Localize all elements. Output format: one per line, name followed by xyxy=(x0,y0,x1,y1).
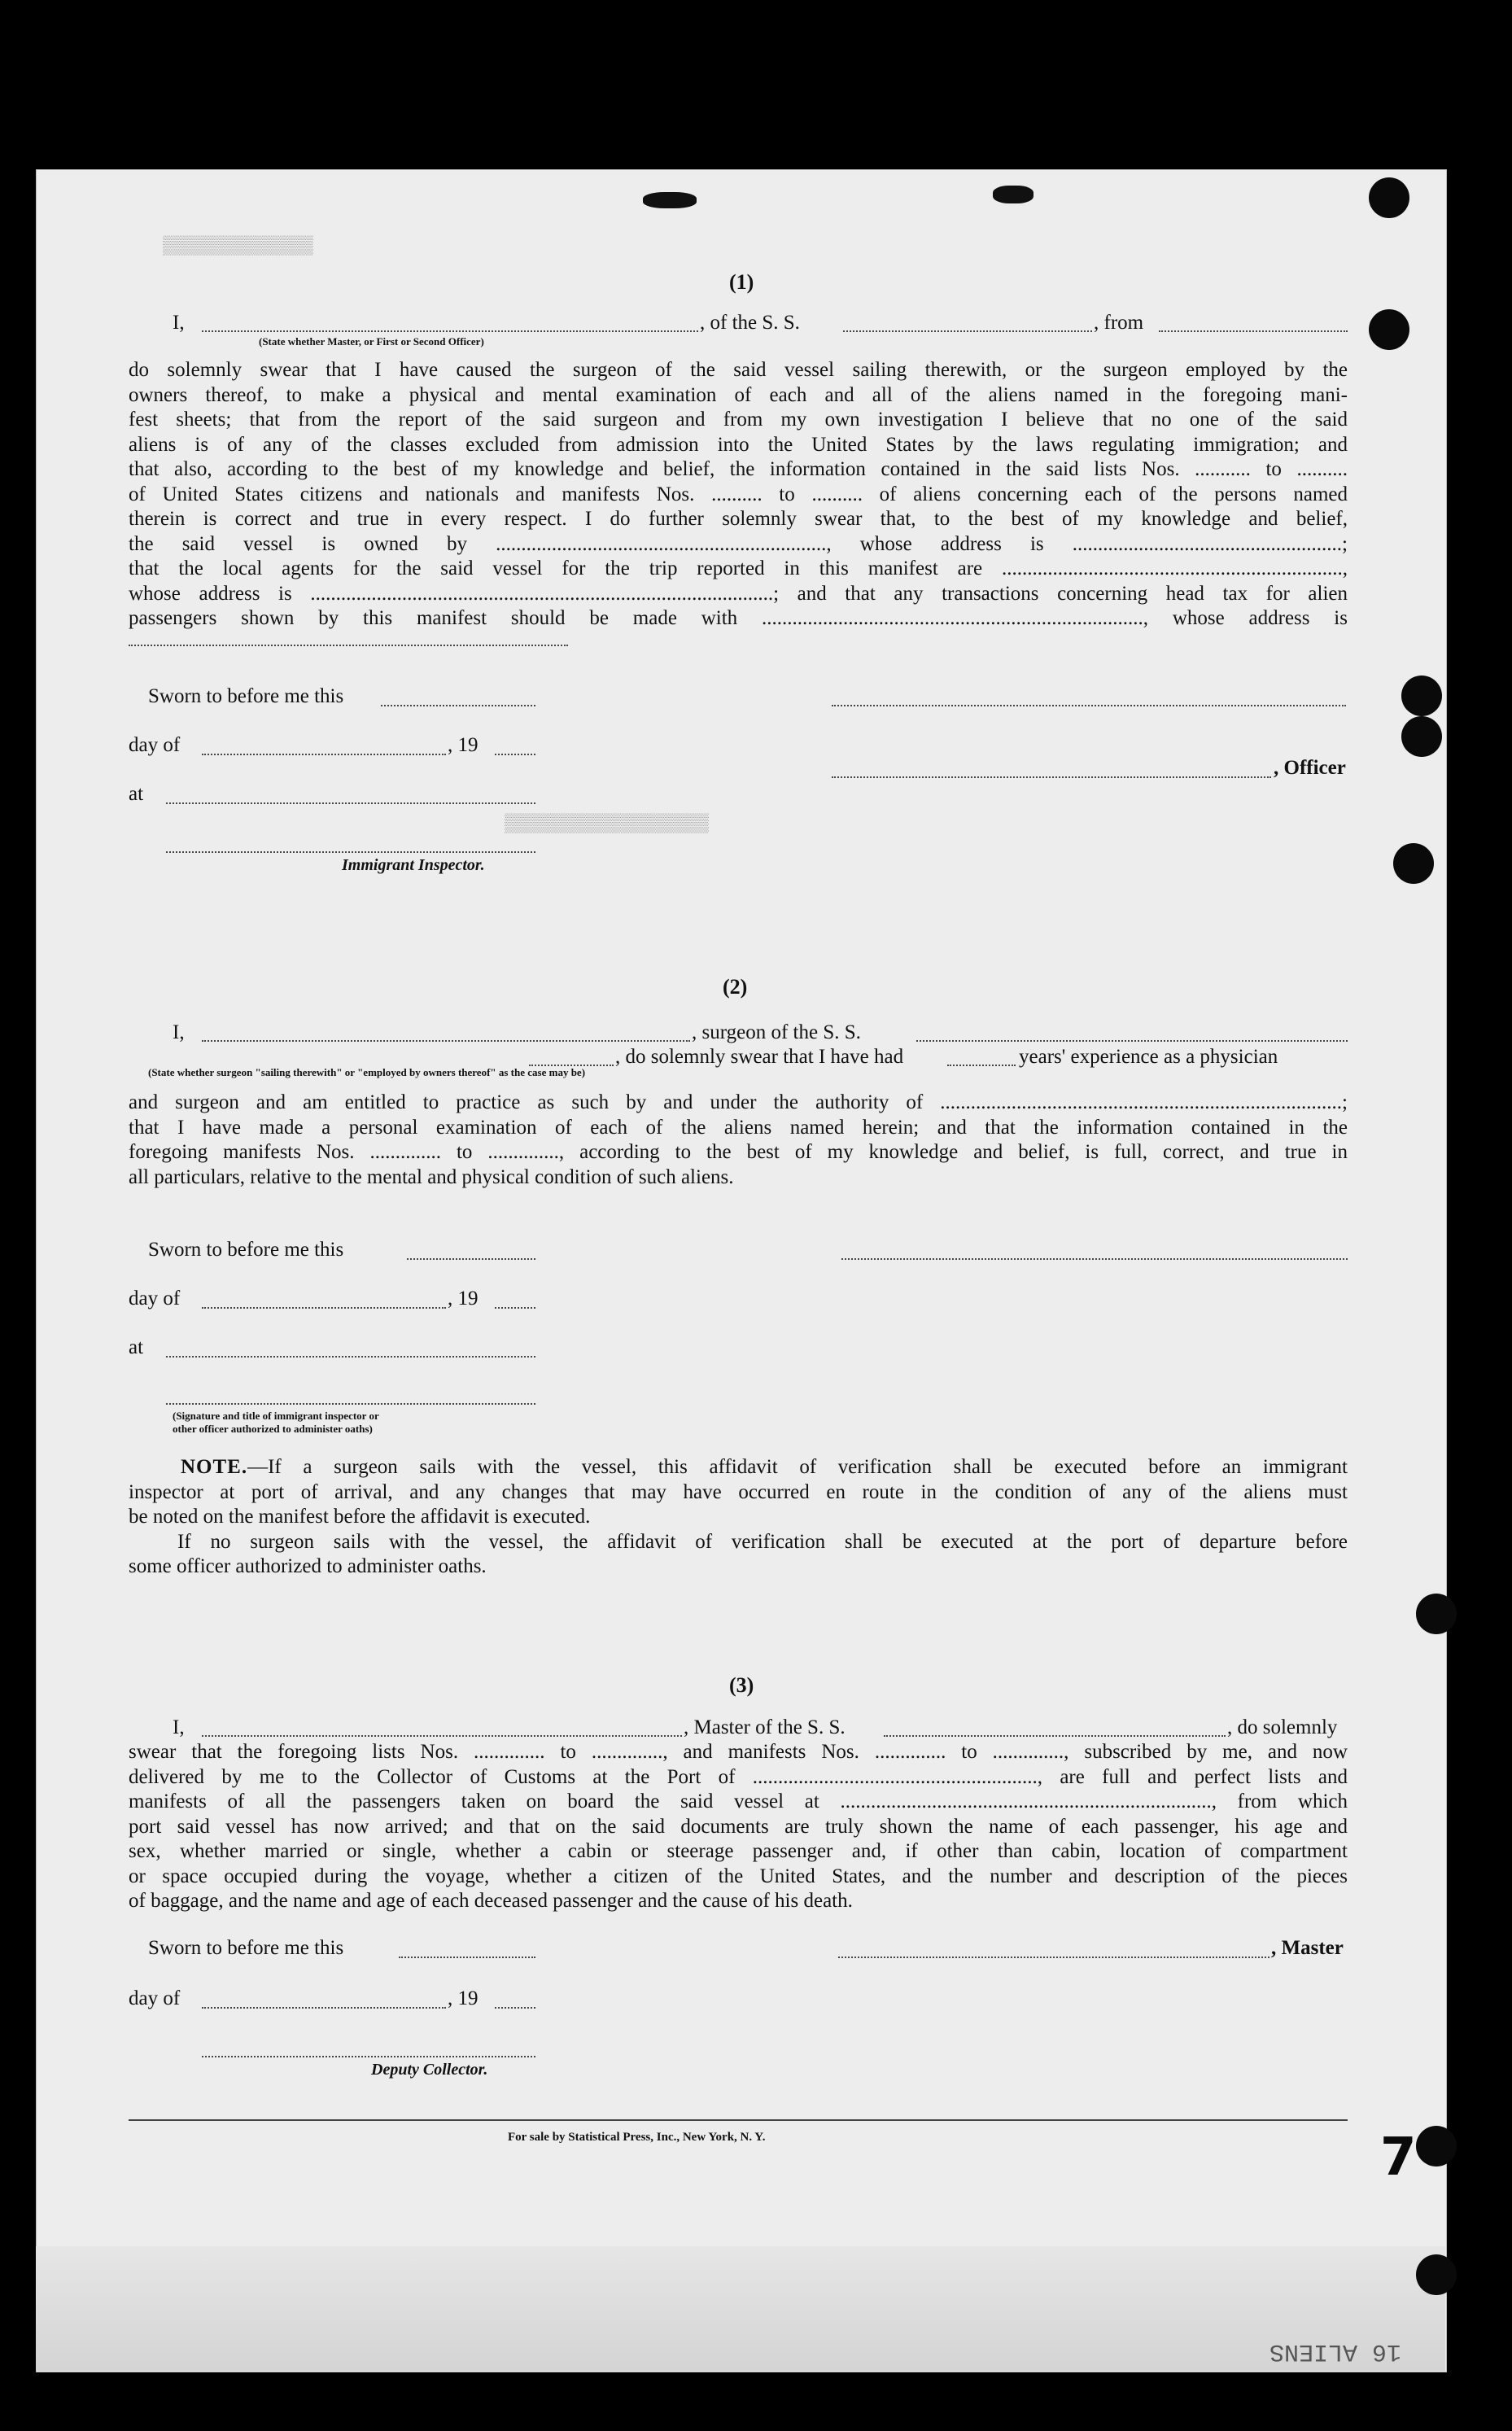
s3-day-label: day of xyxy=(129,1987,181,2009)
s1-year-line[interactable] xyxy=(495,752,535,755)
s3-master-sig-line[interactable] xyxy=(838,1955,1269,1958)
bleed-through-text: ▒▒▒▒▒▒▒▒▒▒▒▒▒▒ xyxy=(163,236,313,256)
s2-sig-caption-1: (Signature and title of immigrant inspector or xyxy=(173,1410,379,1422)
s1-i-label: I, xyxy=(173,312,185,334)
s3-body-line: manifests of all the passengers taken on board the said vessel at ........................................................................., from which xyxy=(129,1790,1348,1812)
s1-officer-sig-line-1[interactable] xyxy=(832,703,1346,706)
bleed-through-text: ▒▒▒▒▒▒▒▒▒▒▒▒▒▒▒▒▒▒▒ xyxy=(505,814,709,834)
s1-body-line: that also, according to the best of my knowledge and belief, the information contained in the said lists Nos. ........... to .......... xyxy=(129,458,1348,480)
s2-i-label: I, xyxy=(173,1021,185,1043)
s2-inspector-sig-line[interactable] xyxy=(166,1401,535,1405)
s1-body xyxy=(129,358,1348,632)
s1-body-line: aliens is of any of the classes excluded from admission into the United States by the laws regulating immigration; and xyxy=(129,433,1348,456)
s1-inspector-sig-line[interactable] xyxy=(166,850,535,853)
folded-edge xyxy=(36,2246,1445,2371)
s3-master-sig-label: , Master xyxy=(1271,1937,1344,1959)
footer-rule xyxy=(129,2119,1348,2121)
s3-sworn-line[interactable] xyxy=(399,1955,535,1958)
s1-body-line: owners thereof, to make a physical and mental examination of each and all of the aliens named in the foregoing mani- xyxy=(129,383,1348,406)
s2-day-line[interactable] xyxy=(202,1305,446,1309)
s3-year-label: , 19 xyxy=(448,1987,479,2009)
s3-i-label: I, xyxy=(173,1716,185,1738)
s3-collector-caption: Deputy Collector. xyxy=(371,2061,488,2079)
s1-sworn-line[interactable] xyxy=(381,703,535,706)
s2-at-line[interactable] xyxy=(166,1354,535,1358)
s2-body-line: and surgeon and am entitled to practice as such by and under the authority of ...............................................................................; xyxy=(129,1091,1348,1113)
s1-inspector-caption: Immigrant Inspector. xyxy=(342,856,485,874)
s2-surgeon-sig-line[interactable] xyxy=(841,1257,1348,1260)
s2-body xyxy=(129,1091,1348,1190)
s1-caption: (State whether Master, or First or Second Officer) xyxy=(259,335,484,348)
s1-body-line: whose address is ...........................................................................................; and that any transactions concerning head tax for alien xyxy=(129,582,1348,605)
s3-body-line: delivered by me to the Collector of Customs at the Port of ........................................................, are full and perfect lists and xyxy=(129,1765,1348,1788)
punch-hole xyxy=(1401,716,1442,757)
note-label: NOTE. xyxy=(181,1456,248,1478)
s2-day-label: day of xyxy=(129,1288,181,1310)
s3-collector-sig-line[interactable] xyxy=(202,2054,535,2057)
s1-name-line[interactable] xyxy=(202,329,698,332)
s2-swear-line[interactable] xyxy=(529,1063,614,1066)
s3-swear-label: , do solemnly xyxy=(1227,1716,1338,1738)
s1-body-line: passengers shown by this manifest should be made with ..........................................................................., whose address is xyxy=(129,607,1348,629)
s1-sworn-label: Sworn to before me this xyxy=(148,685,344,707)
ink-blot xyxy=(993,186,1033,203)
s3-name-line[interactable] xyxy=(202,1734,682,1737)
corner-handwritten-mark: 7 xyxy=(1380,2127,1417,2188)
s2-body-line: that I have made a personal examination of each of the aliens named herein; and that the information contained in the xyxy=(129,1116,1348,1139)
s2-note2-line: If no surgeon sails with the vessel, the affidavit of verification shall be executed at the port of departure before xyxy=(177,1530,1348,1553)
s2-body-line: all particulars, relative to the mental and physical condition of such aliens. xyxy=(129,1165,734,1188)
s2-note-line: be noted on the manifest before the affidavit is executed. xyxy=(129,1506,591,1528)
s1-from-line[interactable] xyxy=(1159,329,1348,332)
s2-caption: (State whether surgeon "sailing therewith" or "employed by owners thereof" as the case may be) xyxy=(148,1066,586,1078)
s3-body-line: swear that the foregoing lists Nos. .............. to .............., and manifests Nos. .............. to .............., subscribed by me, and now xyxy=(129,1741,1348,1763)
s3-body-line: or space occupied during the voyage, whether a citizen of the United States, and the number and description of the pieces xyxy=(129,1865,1348,1887)
s1-at-line[interactable] xyxy=(166,801,535,804)
punch-hole xyxy=(1369,177,1409,218)
s1-officer-sig-line-2[interactable] xyxy=(832,775,1271,778)
punch-hole xyxy=(1401,676,1442,716)
section-1-number: (1) xyxy=(729,270,754,294)
note-text: —If a surgeon sails with the vessel, this affidavit of verification shall be executed before an immigrant xyxy=(247,1456,1348,1478)
s1-body-line: that the local agents for the said vessel for the trip reported in this manifest are ..................................................................., xyxy=(129,557,1348,579)
s1-officer-label: , Officer xyxy=(1274,757,1346,779)
s2-year-line[interactable] xyxy=(495,1305,535,1309)
punch-hole xyxy=(1416,2126,1457,2166)
s1-day-line[interactable] xyxy=(202,752,446,755)
s2-ship-line[interactable] xyxy=(916,1038,1348,1042)
s1-body-line: do solemnly swear that I have caused the surgeon of the said vessel sailing therewith, or the surgeon employed by the xyxy=(129,359,1348,381)
s1-at-label: at xyxy=(129,783,144,805)
s2-surgeon-label: , surgeon of the S. S. xyxy=(692,1021,861,1043)
ink-blot xyxy=(643,192,697,208)
s1-of-ss-label: , of the S. S. xyxy=(700,312,800,334)
s1-body-line: the said vessel is owned by ................................................................., whose address is .....................................................; xyxy=(129,532,1348,555)
s2-at-label: at xyxy=(129,1336,144,1358)
s1-ship-line[interactable] xyxy=(843,329,1092,332)
s2-years-line[interactable] xyxy=(947,1063,1016,1066)
corner-aliens-count: 16 ALIENS xyxy=(1269,2337,1402,2365)
s3-body xyxy=(129,1740,1348,1914)
punch-hole xyxy=(1416,2254,1457,2295)
s2-sworn-label: Sworn to before me this xyxy=(148,1239,344,1261)
s2-body-line: foregoing manifests Nos. .............. to .............., according to the best of my knowledge and belief, is full, correct, and true in xyxy=(129,1141,1348,1163)
s2-sworn-line[interactable] xyxy=(407,1257,535,1260)
s1-address-line[interactable] xyxy=(129,643,568,646)
s2-swear-text: , do solemnly swear that I have had xyxy=(615,1046,904,1068)
s1-year-label: , 19 xyxy=(448,734,479,756)
s2-note xyxy=(129,1455,1348,1580)
s2-years-text: years' experience as a physician xyxy=(1019,1046,1278,1068)
s2-note-line xyxy=(129,1455,1348,1480)
s3-day-line[interactable] xyxy=(202,2005,446,2009)
section-3-number: (3) xyxy=(729,1673,754,1697)
punch-hole xyxy=(1416,1594,1457,1634)
s2-sig-caption-2: other officer authorized to administer oaths) xyxy=(173,1423,373,1435)
s3-body-line: sex, whether married or single, whether a cabin or steerage passenger and, if other than cabin, location of compartment xyxy=(129,1840,1348,1862)
s2-note-line: inspector at port of arrival, and any changes that may have occurred en route in the condition of any of the aliens must xyxy=(129,1480,1348,1503)
punch-hole xyxy=(1393,843,1434,884)
s1-body-line: therein is correct and true in every respect. I do further solemnly swear that, to the best of my knowledge and belief, xyxy=(129,508,1348,530)
s1-from-label: , from xyxy=(1094,312,1144,334)
s2-year-label: , 19 xyxy=(448,1288,479,1310)
s3-ship-line[interactable] xyxy=(884,1734,1226,1737)
s3-body-line: port said vessel has now arrived; and that on the said documents are truly shown the name of each passenger, his age and xyxy=(129,1815,1348,1838)
footer-printer: For sale by Statistical Press, Inc., New York, N. Y. xyxy=(508,2131,766,2144)
s3-year-line[interactable] xyxy=(495,2005,535,2009)
punch-hole xyxy=(1369,309,1409,350)
s1-body-line: of United States citizens and nationals and manifests Nos. .......... to .......... of aliens concerning each of the persons named xyxy=(129,483,1348,505)
s3-sworn-label: Sworn to before me this xyxy=(148,1937,344,1959)
s3-master-label: , Master of the S. S. xyxy=(684,1716,846,1738)
s2-note2-line: some officer authorized to administer oaths. xyxy=(129,1555,487,1577)
section-2-number: (2) xyxy=(723,975,748,999)
s3-body-line: of baggage, and the name and age of each deceased passenger and the cause of his death. xyxy=(129,1890,853,1912)
s1-day-label: day of xyxy=(129,734,181,756)
s1-body-line: fest sheets; that from the report of the said surgeon and from my own investigation I believe that no one of the said xyxy=(129,409,1348,431)
s2-name-line[interactable] xyxy=(202,1038,690,1042)
